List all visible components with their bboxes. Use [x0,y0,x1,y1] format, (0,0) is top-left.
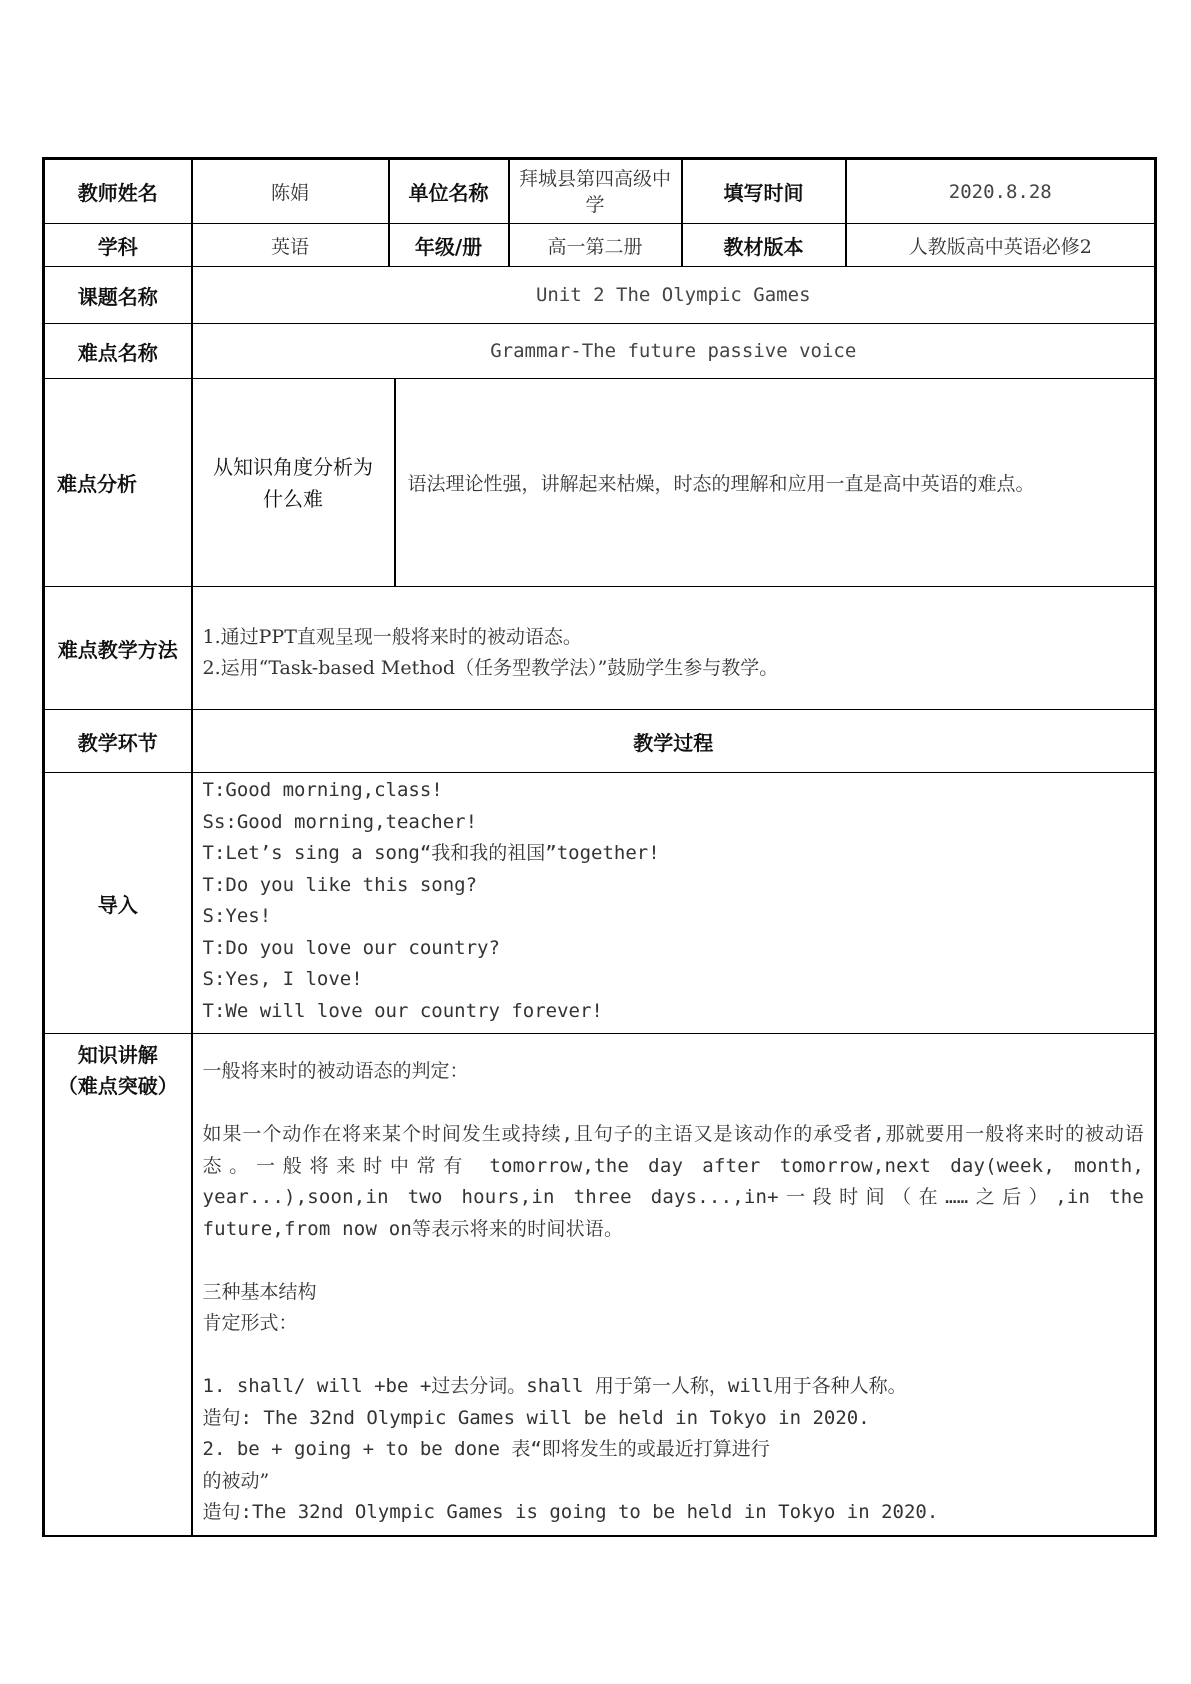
grade-value: 高一第二册 [509,224,682,267]
knowledge-label-line-2: （难点突破） [57,1074,178,1098]
unit-name-value: 拜城县第四高级中学 [509,159,682,224]
topic-value: Unit 2 The Olympic Games [192,267,1156,324]
intro-dialogue [192,773,1156,1034]
dialogue-line: T:Let’s sing a song“我和我的祖国”together! [202,842,660,864]
dialogue-line: Ss:Good morning,teacher! [202,810,478,833]
method-row [44,587,1156,710]
example-1: 造句: The 32nd Olympic Games will be held in Tokyo in 2020. [202,1406,870,1429]
dialogue-line: T:Do you love our country? [202,936,500,959]
fill-date-label: 填写时间 [682,159,846,224]
header-row-1 [44,159,1156,224]
analysis-content [192,379,1156,587]
process-header-label: 教学过程 [192,710,1156,773]
dialogue-line: S:Yes! [202,905,272,927]
textbook-label: 教材版本 [682,224,846,267]
structures-title: 三种基本结构 [202,1280,317,1303]
difficulty-value: Grammar-The future passive voice [192,324,1156,379]
knowledge-row [44,1034,1156,1536]
analysis-text: 语法理论性强，讲解起来枯燥，时态的理解和应用一直是高中英语的难点。 [407,473,1035,495]
textbook-value: 人教版高中英语必修2 [846,224,1156,267]
stage-header-label: 教学环节 [44,710,192,773]
fill-date-value: 2020.8.28 [846,159,1156,224]
difficulty-label: 难点名称 [44,324,192,379]
knowledge-label [44,1034,192,1536]
header-row-2 [44,224,1156,267]
knowledge-content [192,1034,1156,1536]
unit-name-label: 单位名称 [389,159,509,224]
topic-row [44,267,1156,324]
difficulty-row [44,324,1156,379]
subject-label: 学科 [44,224,192,267]
analysis-label: 难点分析 [44,379,192,587]
knowledge-label-line-1: 知识讲解 [77,1043,158,1067]
teacher-name-value: 陈娟 [192,159,389,224]
teacher-name-label: 教师姓名 [44,159,192,224]
method-label: 难点教学方法 [44,587,192,710]
method-content [192,587,1156,710]
rule-1: 1. shall/ will +be +过去分词。shall 用于第一人称，will用于各种人称。 [202,1375,907,1397]
knowledge-heading: 一般将来时的被动语态的判定： [202,1060,469,1082]
rule-2-line-2: 的被动” [202,1469,270,1492]
method-line-2: 2.运用“Task-based Method（任务型教学法）”鼓励学生参与教学。 [202,657,779,679]
affirmative-title: 肯定形式： [202,1312,298,1334]
method-line-1: 1.通过PPT直观呈现一般将来时的被动语态。 [202,625,582,648]
process-header-row [44,710,1156,773]
rule-2-line-1: 2. be + going + to be done 表“即将发生的或最近打算进行 [202,1438,770,1460]
dialogue-line: T:We will love our country forever! [202,999,603,1022]
analysis-perspective-label: 从知识角度分析为什么难 [193,379,396,586]
dialogue-line: T:Do you like this song? [202,873,478,896]
example-2: 造句:The 32nd Olympic Games is going to be held in Tokyo in 2020. [202,1501,939,1523]
dialogue-line: T:Good morning,class! [202,779,443,801]
intro-label: 导入 [44,773,192,1034]
analysis-row [44,379,1156,587]
lesson-plan-table [42,157,1157,1537]
intro-row [44,773,1156,1034]
grade-label: 年级/册 [389,224,509,267]
dialogue-line: S:Yes, I love! [202,968,363,990]
topic-label: 课题名称 [44,267,192,324]
knowledge-paragraph: 如果一个动作在将来某个时间发生或持续,且句子的主语又是该动作的承受者,那就要用一般将来时的被动语态。一般将来时中常有 tomorrow,the day after tomorrow,next day(week, month, year...),soon,in two hours,in three days...,in+一段时间（在……之后）,in the future,from now on等表示将来的时间状语。 [202,1123,1144,1240]
subject-value: 英语 [192,224,389,267]
